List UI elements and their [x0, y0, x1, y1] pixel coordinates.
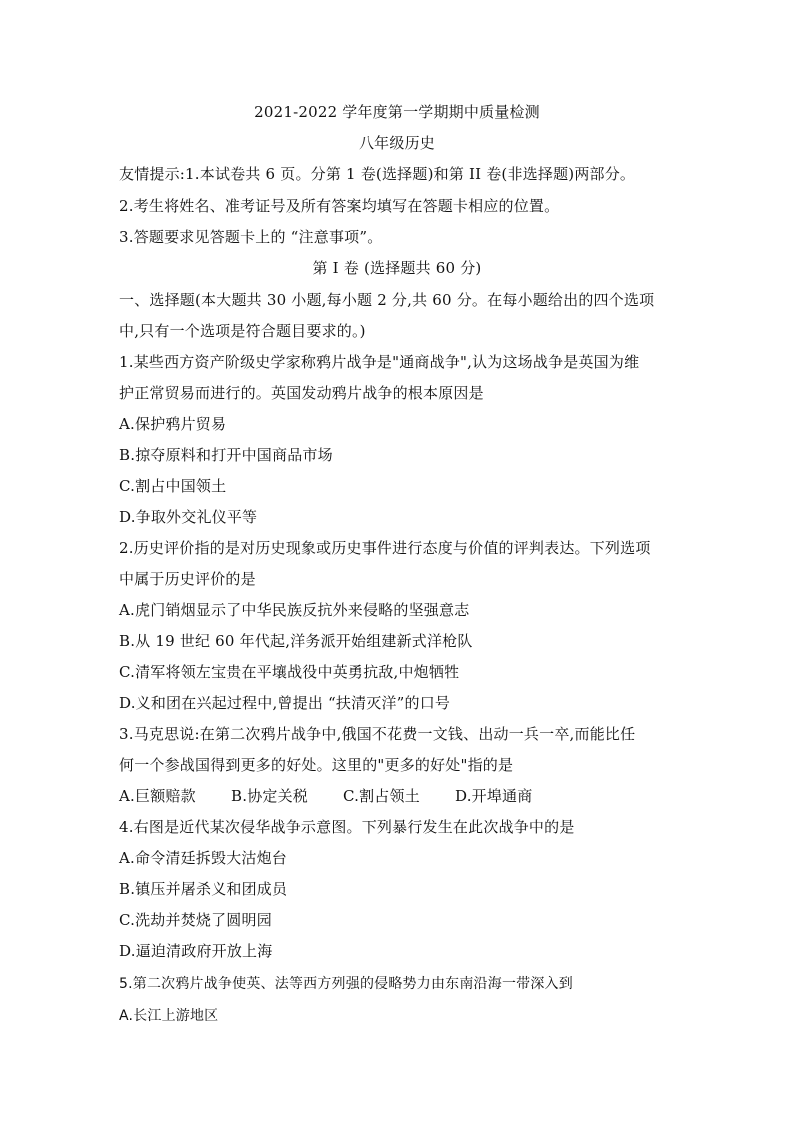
question-4-option-d: D.逼迫清政府开放上海	[119, 942, 273, 960]
note-line-1: 友情提示:1.本试卷共 6 页。分第 1 卷(选择题)和第 II 卷(非选择题)两部分。	[119, 165, 636, 183]
question-2-stem-2: 中属于历史评价的是	[119, 570, 256, 588]
question-1-option-b: B.掠夺原料和打开中国商品市场	[119, 446, 333, 464]
exam-subject: 八年级历史	[358, 134, 435, 152]
question-2-option-b: B.从 19 世纪 60 年代起,洋务派开始组建新式洋枪队	[119, 632, 473, 650]
question-3-options	[119, 786, 532, 806]
section-instructions-2: 中,只有一个选项是符合题目要求的。)	[119, 322, 366, 340]
question-1-option-c: C.割占中国领土	[119, 477, 227, 495]
question-3-option-c: C.割占领土	[343, 787, 420, 805]
question-5-option-a: A.长江上游地区	[119, 1008, 219, 1024]
exam-title: 2021-2022 学年度第一学期期中质量检测	[254, 103, 540, 121]
question-2-option-a: A.虎门销烟显示了中华民族反抗外来侵略的坚强意志	[119, 601, 470, 619]
question-3-option-b: B.协定关税	[231, 787, 308, 805]
note-line-2: 2.考生将姓名、准考证号及所有答案均填写在答题卡相应的位置。	[119, 197, 560, 215]
question-4-option-c: C.洗劫并焚烧了圆明园	[119, 911, 272, 929]
question-2-option-d: D.义和团在兴起过程中,曾提出 “扶清灭洋”的口号	[119, 694, 451, 712]
question-1-stem-2: 护正常贸易而进行的。英国发动鸦片战争的根本原因是	[119, 384, 484, 402]
question-2-option-c: C.清军将领左宝贵在平壤战役中英勇抗敌,中炮牺牲	[119, 663, 460, 681]
question-3-stem-2: 何一个参战国得到更多的好处。这里的"更多的好处"指的是	[119, 756, 514, 774]
section-title: 第 I 卷 (选择题共 60 分)	[312, 259, 482, 277]
question-1-option-a: A.保护鸦片贸易	[119, 415, 227, 433]
question-4-stem-1: 4.右图是近代某次侵华战争示意图。下列暴行发生在此次战争中的是	[119, 818, 575, 836]
question-2-stem-1: 2.历史评价指的是对历史现象或历史事件进行态度与价值的评判表达。下列选项	[119, 539, 651, 557]
question-1-option-d: D.争取外交礼仪平等	[119, 508, 258, 526]
question-4-option-a: A.命令清廷拆毁大沽炮台	[119, 849, 288, 867]
note-line-3: 3.答题要求见答题卡上的 “注意事项”。	[119, 228, 383, 246]
section-instructions-1: 一、选择题(本大题共 30 小题,每小题 2 分,共 60 分。在每小题给出的四个选项	[119, 291, 655, 309]
question-3-stem-1: 3.马克思说:在第二次鸦片战争中,俄国不花费一文钱、出动一兵一卒,而能比任	[119, 725, 636, 743]
question-3-option-a: A.巨额赔款	[119, 787, 196, 805]
question-5-stem-1: 5.第二次鸦片战争使英、法等西方列强的侵略势力由东南沿海一带深入到	[119, 976, 573, 992]
question-3-option-d: D.开埠通商	[455, 787, 533, 805]
question-1-stem-1: 1.某些西方资产阶级史学家称鸦片战争是"通商战争",认为这场战争是英国为维	[119, 353, 640, 371]
question-4-option-b: B.镇压并屠杀义和团成员	[119, 880, 288, 898]
